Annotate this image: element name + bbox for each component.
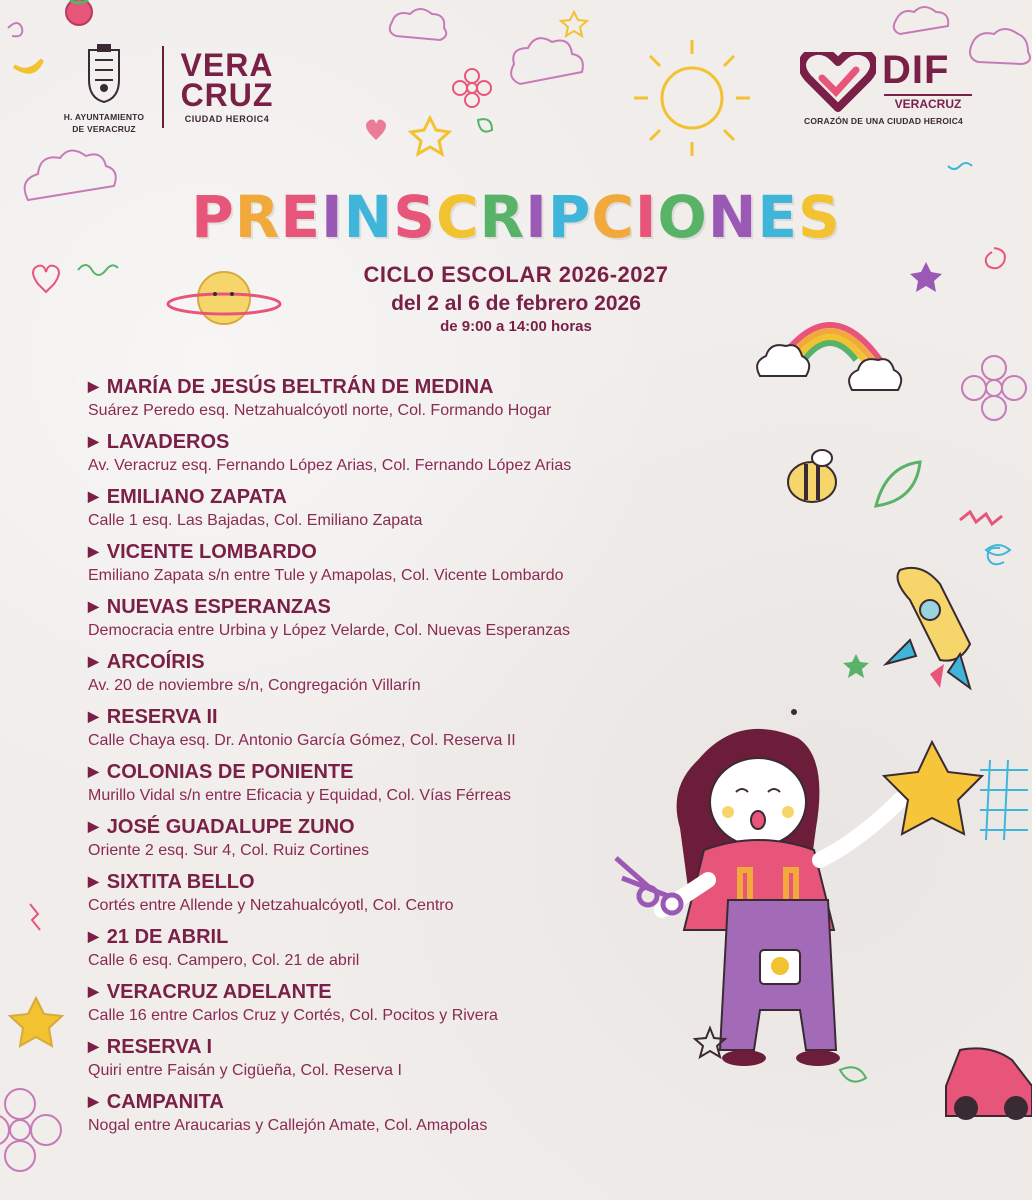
triangle-bullet-icon: ▶ <box>88 653 99 669</box>
school-name <box>88 814 748 841</box>
title-letter: R <box>479 183 526 251</box>
school-address: Calle 1 esq. Las Bajadas, Col. Emiliano Zapata <box>88 512 423 529</box>
list-item <box>88 539 748 594</box>
squiggle-icon <box>30 904 40 930</box>
dif-tagline: CORAZÓN DE UNA CIUDAD HEROIC4 <box>804 116 963 126</box>
school-name-text: MARÍA DE JESÚS BELTRÁN DE MEDINA <box>106 376 494 398</box>
school-address: Quiri entre Faisán y Cigüeña, Col. Reserva I <box>88 1062 402 1079</box>
title-letter: I <box>525 183 548 251</box>
star-icon <box>10 998 62 1046</box>
logo-divider <box>162 46 164 128</box>
school-name-text: ARCOÍRIS <box>106 651 205 673</box>
star-icon <box>843 654 869 678</box>
school-address: Calle Chaya esq. Dr. Antonio García Gómez, Col. Reserva II <box>88 732 516 749</box>
leaf-icon <box>840 1067 866 1081</box>
school-name-text: VERACRUZ ADELANTE <box>106 981 332 1003</box>
list-item <box>88 484 748 539</box>
ayuntamiento-caption-2: DE VERACRUZ <box>72 124 136 134</box>
list-item <box>88 1034 748 1089</box>
school-address: Av. 20 de noviembre s/n, Congregación Villarín <box>88 677 421 694</box>
school-name <box>88 429 748 456</box>
triangle-bullet-icon: ▶ <box>88 763 99 779</box>
list-item <box>88 429 748 484</box>
list-item <box>88 869 748 924</box>
school-name-text: SIXTITA BELLO <box>106 871 255 893</box>
school-name <box>88 704 748 731</box>
triangle-bullet-icon: ▶ <box>88 543 99 559</box>
dif-name: DIF <box>882 48 950 92</box>
triangle-bullet-icon: ▶ <box>88 433 99 449</box>
school-address: Nogal entre Araucarias y Callejón Amate, Col. Amapolas <box>88 1117 488 1134</box>
title-letter: P <box>547 183 592 251</box>
school-name-text: RESERVA II <box>106 706 218 728</box>
cloud-icon <box>511 38 583 84</box>
school-name <box>88 649 748 676</box>
triangle-bullet-icon: ▶ <box>88 1038 99 1054</box>
registration-dates: del 2 al 6 de febrero 2026 <box>391 292 641 315</box>
cloud-icon <box>970 29 1030 64</box>
triangle-bullet-icon: ▶ <box>88 708 99 724</box>
list-item <box>88 814 748 869</box>
moon-icon <box>14 60 42 72</box>
title-letter: C <box>435 183 480 251</box>
list-item <box>88 924 748 979</box>
title-letter: S <box>393 183 436 251</box>
title-letter: N <box>707 183 758 251</box>
dif-region: VERACRUZ <box>884 94 972 111</box>
title-letter: P <box>191 183 235 251</box>
veracruz-city-logo <box>172 47 282 124</box>
sun-icon <box>634 40 750 156</box>
school-name-text: CAMPANITA <box>106 1091 224 1113</box>
school-name-text: 21 DE ABRIL <box>106 926 229 948</box>
heart-icon <box>366 120 386 141</box>
flower-icon <box>453 69 491 107</box>
school-cycle: CICLO ESCOLAR 2026-2027 <box>363 262 669 287</box>
title-letter: O <box>657 183 708 251</box>
school-name <box>88 1034 748 1061</box>
spiral-icon <box>8 23 22 36</box>
triangle-bullet-icon: ▶ <box>88 818 99 834</box>
triangle-bullet-icon: ▶ <box>88 378 99 394</box>
list-item <box>88 649 748 704</box>
school-address: Murillo Vidal s/n entre Eficacia y Equidad, Col. Vías Férreas <box>88 787 512 804</box>
triangle-bullet-icon: ▶ <box>88 928 99 944</box>
spiral-icon <box>988 548 1004 565</box>
city-logo-line2: CRUZ <box>180 77 274 113</box>
school-name-text: RESERVA I <box>106 1036 212 1058</box>
list-item <box>88 594 748 649</box>
school-address: Av. Veracruz esq. Fernando López Arias, Col. Fernando López Arias <box>88 457 572 474</box>
triangle-bullet-icon: ▶ <box>88 873 99 889</box>
bee-icon <box>788 450 836 502</box>
school-name <box>88 484 748 511</box>
school-name-text: LAVADEROS <box>106 431 230 453</box>
registration-hours: de 9:00 a 14:00 horas <box>440 318 592 335</box>
school-name <box>88 924 748 951</box>
star-icon <box>561 12 587 36</box>
school-address: Calle 16 entre Carlos Cruz y Cortés, Col. Pocitos y Rivera <box>88 1007 498 1024</box>
triangle-bullet-icon: ▶ <box>88 598 99 614</box>
list-item <box>88 1089 748 1144</box>
flower-icon <box>0 1089 61 1171</box>
dif-heart-icon <box>800 52 876 112</box>
rocket-icon <box>886 568 970 688</box>
city-logo-tagline: CIUDAD HEROIC4 <box>184 114 270 124</box>
cloud-icon <box>390 9 447 40</box>
list-item <box>88 704 748 759</box>
cloud-icon <box>849 359 901 390</box>
school-address: Calle 6 esq. Campero, Col. 21 de abril <box>88 952 360 969</box>
school-name <box>88 869 748 896</box>
school-name-text: COLONIAS DE PONIENTE <box>106 761 354 783</box>
school-name-text: VICENTE LOMBARDO <box>106 541 317 563</box>
school-name <box>88 1089 748 1116</box>
schools-list <box>88 374 748 1144</box>
cloud-icon <box>894 7 949 34</box>
school-address: Suárez Peredo esq. Netzahualcóyotl norte, Col. Formando Hogar <box>88 402 552 419</box>
list-item <box>88 759 748 814</box>
star-icon <box>411 118 449 154</box>
triangle-bullet-icon: ▶ <box>88 1093 99 1109</box>
school-address: Oriente 2 esq. Sur 4, Col. Ruiz Cortines <box>88 842 370 859</box>
school-address: Democracia entre Urbina y López Velarde, Col. Nuevas Esperanzas <box>88 622 571 639</box>
squiggle-icon <box>960 512 1002 524</box>
page-title <box>0 182 1032 252</box>
school-name-text: NUEVAS ESPERANZAS <box>106 596 331 618</box>
dot-icon <box>791 709 797 715</box>
title-letter: I <box>321 183 344 251</box>
list-item <box>88 979 748 1034</box>
school-name <box>88 979 748 1006</box>
title-letter: R <box>234 183 281 251</box>
strawberry-icon <box>66 0 92 25</box>
title-letter: E <box>757 183 798 251</box>
ayuntamiento-logo <box>50 44 158 134</box>
school-name <box>88 594 748 621</box>
leaf-icon <box>876 462 920 506</box>
school-name <box>88 759 748 786</box>
school-name-text: JOSÉ GUADALUPE ZUNO <box>106 816 355 838</box>
leaf-icon <box>478 119 492 132</box>
title-letter: N <box>343 183 394 251</box>
title-letter: I <box>634 183 658 251</box>
squiggle-icon <box>948 163 972 169</box>
triangle-bullet-icon: ▶ <box>88 983 99 999</box>
flower-icon <box>962 356 1026 420</box>
title-letter: S <box>797 183 841 251</box>
grid-doodle-icon <box>980 760 1028 840</box>
ayuntamiento-caption-1: H. AYUNTAMIENTO <box>63 112 145 122</box>
star-icon <box>884 742 982 834</box>
school-name <box>88 539 748 566</box>
title-letter: C <box>591 183 635 251</box>
school-name <box>88 374 748 401</box>
list-item <box>88 374 748 429</box>
coat-of-arms-icon <box>81 44 127 106</box>
school-address: Cortés entre Allende y Netzahualcóyotl, Col. Centro <box>88 897 454 914</box>
title-letter: E <box>280 183 322 251</box>
school-address: Emiliano Zapata s/n entre Tule y Amapolas, Col. Vicente Lombardo <box>88 567 564 584</box>
city-logo-line1: VERA <box>180 47 274 83</box>
car-icon <box>946 1048 1032 1120</box>
school-name-text: EMILIANO ZAPATA <box>106 486 287 508</box>
triangle-bullet-icon: ▶ <box>88 488 99 504</box>
